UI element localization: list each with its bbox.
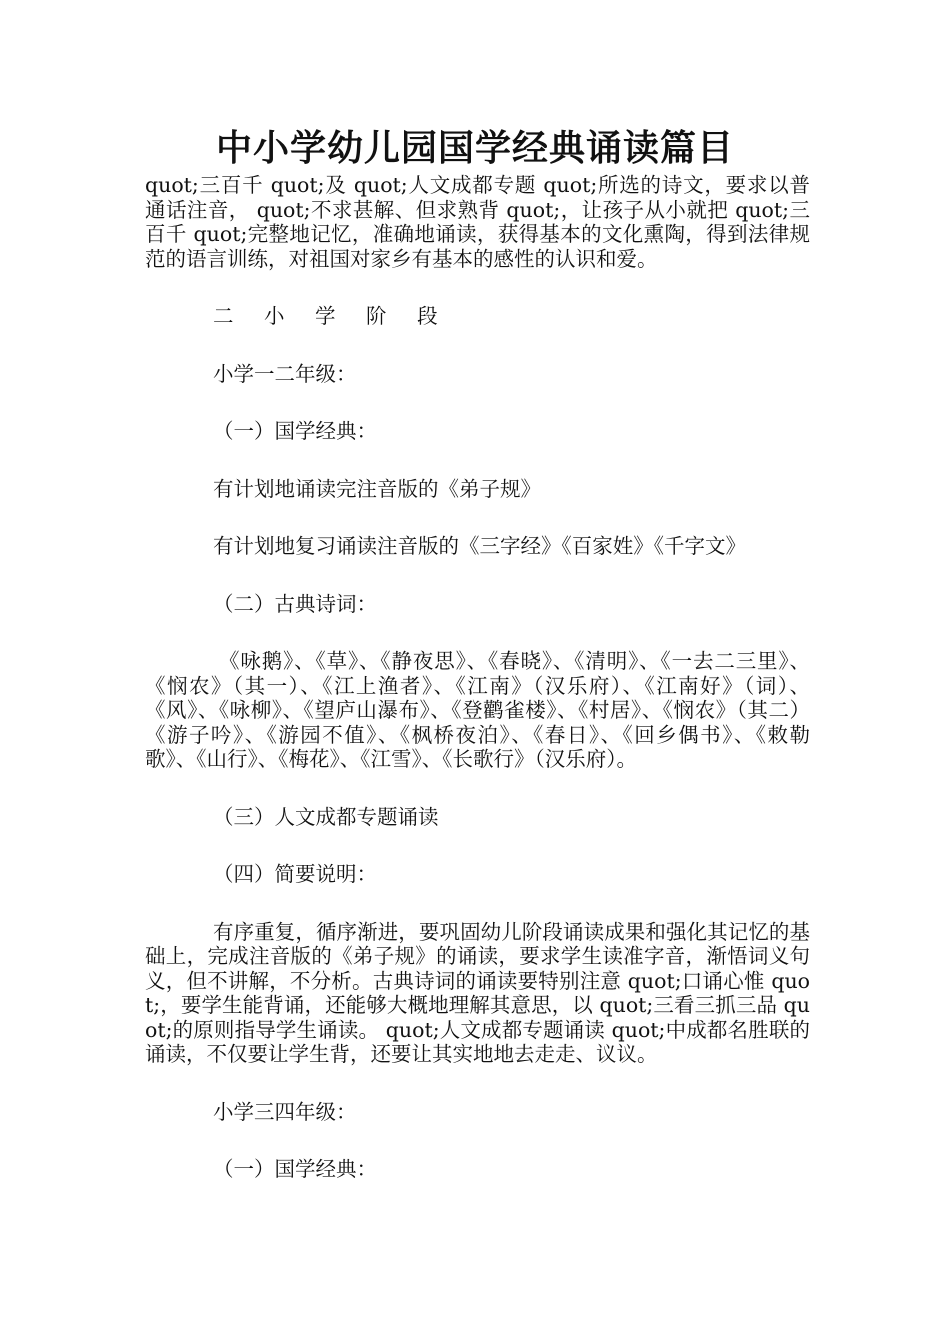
grade-heading-1-2: 小学一二年级： [213, 361, 357, 386]
notes-paragraph: 有序重复，循序渐进，要巩固幼儿阶段诵读成果和强化其记忆的基础上，完成注音版的《弟子规》的诵读，要求学生读准字音，渐悟词义句义，但不讲解，不分析。古典诗词的诵读要特别注意 quot;口诵心惟 quot;，要学生能背诵，还能够大概地理解其意思，以 quot;三看三抓三品 quot;的原则指导学生诵读。 quot;人文成都专题诵读 quot;中成都名胜联的诵读，不仅要让学生背，还要让其实地地去走走、议议。 [145, 919, 810, 1066]
grade-heading-3-4: 小学三四年级： [213, 1099, 357, 1124]
document-body [145, 173, 810, 1182]
subheading-poetry: （二）古典诗词： [213, 591, 377, 616]
section-heading-primary: 二 小 学 阶 段 [213, 304, 450, 328]
subheading-classics-2: （一）国学经典： [213, 1157, 377, 1181]
poetry-list: 《咏鹅》、《草》、《静夜思》、《春晓》、《清明》、《一去二三里》、《悯农》（其一）、《江上渔者》、《江南》（汉乐府）、《江南好》（词）、《风》、《咏柳》、《望庐山瀑布》、《登鹳雀楼》、《村居》、《悯农》（其二）《游子吟》、《游园不值》、《枫桥夜泊》、《春日》、《回乡偶书》、《敕勒歌》、《山行》、《梅花》、《江雪》、《长歌行》（汉乐府）。 [145, 649, 810, 771]
classics-item-2: 有计划地复习诵读注音版的《三字经》《百家姓》《千字文》 [213, 534, 746, 558]
classics-item-1: 有计划地诵读完注音版的《弟子规》 [213, 476, 541, 501]
document-title: 中小学幼儿园国学经典诵读篇目 [215, 127, 734, 169]
intro-paragraph: quot;三百千 quot;及 quot;人文成都专题 quot;所选的诗文，要求以普通话注音， quot;不求甚解、但求熟背 quot;，让孩子从小就把 quot;三百千 quot;完整地记忆，准确地诵读，获得基本的文化熏陶，得到法律规范的语言训练，对祖国对家乡有基本的感性的认识和爱。 [145, 173, 810, 271]
subheading-chengdu: （三）人文成都专题诵读 [213, 804, 439, 829]
subheading-classics: （一）国学经典： [213, 419, 377, 443]
subheading-notes: （四）简要说明： [213, 862, 377, 886]
